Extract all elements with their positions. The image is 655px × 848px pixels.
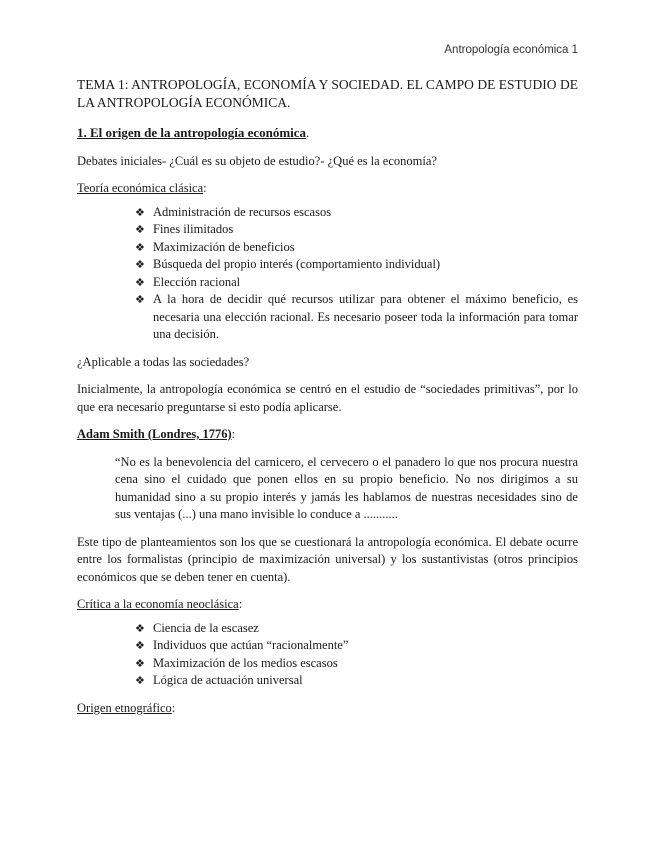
origen-label-line bbox=[77, 700, 578, 718]
critica-label: Crítica a la economía neoclásica bbox=[77, 597, 239, 611]
section-heading-suffix: . bbox=[306, 126, 310, 140]
list-item: ❖ Maximización de los medios escasos bbox=[135, 655, 578, 673]
document-body bbox=[77, 76, 578, 727]
smith-heading-suffix: : bbox=[231, 427, 236, 441]
bullet-diamond-icon: ❖ bbox=[135, 205, 145, 219]
teoria-label-line bbox=[77, 180, 578, 198]
critica-label-suffix: : bbox=[238, 597, 243, 611]
bullet-diamond-icon: ❖ bbox=[135, 656, 145, 670]
list-item: ❖ Lógica de actuación universal bbox=[135, 672, 578, 690]
bullet-diamond-icon: ❖ bbox=[135, 674, 145, 687]
list-item: ❖ Búsqueda del propio interés (comportamiento individual) bbox=[135, 256, 578, 274]
debate-paragraph: Este tipo de planteamientos son los que se cuestionará la antropología económica. El debate ocurre entre los formalistas (principio de maximización universal) y los sustantivistas (otros principios económicos que se deben tener en cuenta). bbox=[77, 534, 578, 584]
list-item: ❖ Individuos que actúan “racionalmente” bbox=[135, 637, 578, 655]
chapter-title: TEMA 1: ANTROPOLOGÍA, ECONOMÍA Y SOCIEDAD. EL CAMPO DE ESTUDIO DE LA ANTROPOLOGÍA ECONÓMICA. bbox=[77, 77, 578, 110]
smith-quote: “No es la benevolencia del carnicero, el cervecero o el panadero lo que nos procura nuestra cena sino el cuidado que ponen ellos en su propio beneficio. No nos dirigimos a su humanidad sino a su propio interés y jamás les hablamos de nuestras necesidades sino de sus ventajas (...) una mano invisible lo conduce a ........... bbox=[115, 454, 578, 521]
list-item: ❖ A la hora de decidir qué recursos utilizar para obtener el máximo beneficio, es necesaria una elección racional. Es necesario poseer toda la información para tomar una decisión. bbox=[135, 292, 578, 341]
bullet-diamond-icon: ❖ bbox=[135, 639, 145, 652]
bullet-diamond-icon: ❖ bbox=[135, 223, 145, 236]
list-item: ❖ Elección racional bbox=[135, 274, 578, 292]
running-header: Antropología económica 1 bbox=[444, 44, 578, 56]
section-heading: 1. El origen de la antropología económica bbox=[77, 125, 307, 140]
intro-paragraph: Inicialmente, la antropología económica se centró en el estudio de “sociedades primitivas”, por lo que era necesario preguntarse si esto podía aplicarse. bbox=[77, 382, 578, 414]
bullet-diamond-icon: ❖ bbox=[135, 293, 145, 306]
list-item: ❖ Maximización de beneficios bbox=[135, 239, 578, 257]
list-item: ❖ Administración de recursos escasos bbox=[135, 204, 578, 222]
bullet-diamond-icon: ❖ bbox=[135, 240, 145, 254]
origen-label-suffix: : bbox=[171, 700, 176, 715]
bullet-diamond-icon: ❖ bbox=[135, 258, 145, 271]
bullet-diamond-icon: ❖ bbox=[135, 275, 145, 289]
teoria-label-suffix: : bbox=[203, 181, 207, 195]
teoria-list bbox=[77, 204, 578, 344]
debates-paragraph: Debates iniciales- ¿Cuál es su objeto de estudio?- ¿Qué es la economía? bbox=[77, 153, 437, 168]
origen-label: Origen etnográfico bbox=[77, 700, 172, 715]
smith-heading: Adam Smith (Londres, 1776) bbox=[77, 427, 232, 441]
smith-heading-line bbox=[77, 426, 578, 444]
critica-label-line bbox=[77, 596, 578, 614]
teoria-label: Teoría económica clásica bbox=[77, 181, 204, 195]
bullet-diamond-icon: ❖ bbox=[135, 621, 145, 635]
question-paragraph: ¿Aplicable a todas las sociedades? bbox=[77, 354, 250, 369]
critica-list bbox=[77, 620, 578, 690]
section-heading-line bbox=[77, 124, 578, 143]
list-item: ❖ Fines ilimitados bbox=[135, 221, 578, 239]
list-item: ❖ Ciencia de la escasez bbox=[135, 620, 578, 638]
